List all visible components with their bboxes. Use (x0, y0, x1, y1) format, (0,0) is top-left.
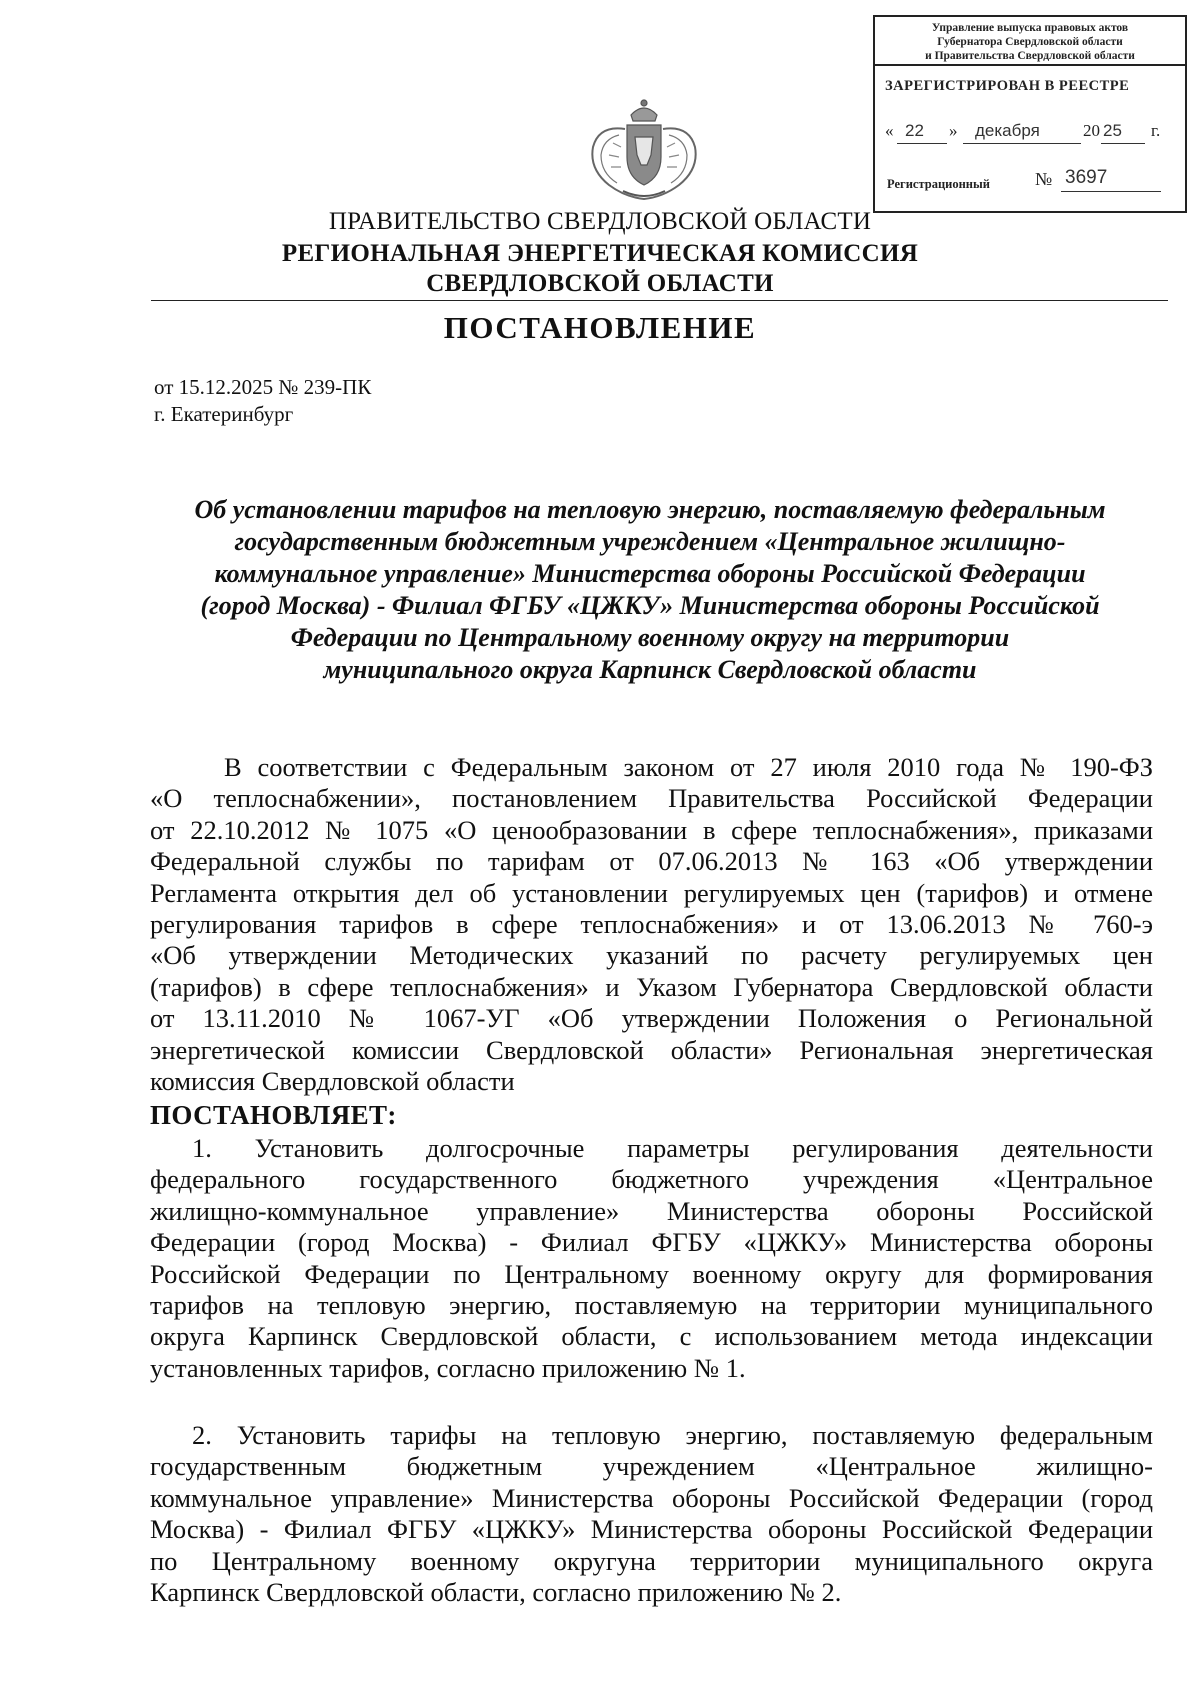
title-line: Об установлении тарифов на тепловую энергию, поставляемую федеральным (194, 495, 1106, 524)
government-title: ПРАВИТЕЛЬСТВО СВЕРДЛОВСКОЙ ОБЛАСТИ (328, 208, 872, 235)
stamp-date-month: декабря (975, 121, 1040, 140)
document-title (150, 494, 1150, 686)
header-divider (151, 300, 1168, 301)
text-line: установленных тарифов, согласно приложению № 1. (150, 1352, 746, 1383)
text-line: Москва) - Филиал ФГБУ «ЦЖКУ» Министерства обороны Российской Федерации (150, 1514, 1153, 1545)
text-line: 2. Установить тарифы на тепловую энергию, поставляемую федеральным (192, 1420, 1153, 1450)
text-line: округа Карпинск Свердловской области, с использованием метода индексации (150, 1321, 1153, 1352)
text-line: 1. Установить долгосрочные параметры регулирования деятельности (192, 1133, 1153, 1163)
text-line: коммунальное управление» Министерства обороны Российской Федерации (город (150, 1482, 1153, 1513)
item-2-paragraph (150, 1420, 1153, 1608)
stamp-reg-number: 3697 (1065, 167, 1108, 188)
text-line: Федерации (город Москва) - Филиал ФГБУ «ЦЖКУ» Министерства обороны (150, 1227, 1153, 1258)
title-line: коммунальное управление» Министерства обороны Российской Федерации (214, 559, 1086, 588)
stamp-date-year-prefix: 20 (1083, 121, 1100, 140)
text-line: В соответствии с Федеральным законом от 27 июля 2010 года № 190-ФЗ (224, 752, 1153, 782)
title-line: муниципального округа Карпинск Свердловской области (323, 655, 977, 684)
text-line: энергетической комиссии Свердловской области» Региональная энергетическая (150, 1034, 1153, 1065)
text-line: регулирования тарифов в сфере теплоснабжения» и от 13.06.2013 № 760-э (150, 908, 1153, 939)
stamp-date-year-suffix: 25 (1103, 121, 1122, 140)
stamp-date (885, 121, 1181, 147)
document-city: г. Екатеринбург (154, 402, 294, 426)
stamp-day-underline (897, 143, 947, 144)
text-line: Карпинск Свердловской области, согласно приложению № 2. (150, 1576, 842, 1607)
text-line: комиссия Свердловской области (150, 1065, 515, 1096)
stamp-header (875, 17, 1185, 66)
text-line: от 22.10.2012 № 1075 «О ценообразовании в сфере теплоснабжения», приказами (150, 814, 1153, 845)
commission-title-line2: СВЕРДЛОВСКОЙ ОБЛАСТИ (426, 270, 774, 297)
stamp-header-line: Управление выпуска правовых актов (931, 22, 1129, 34)
stamp-header-line: Губернатора Свердловской области (937, 36, 1123, 48)
title-line: государственным бюджетным учреждением «Центральное жилищно- (234, 527, 1066, 556)
text-line: Российской Федерации по Центральному военному округу для формирования (150, 1258, 1153, 1289)
stamp-reg-label: Регистрационный (887, 177, 990, 191)
stamp-date-year-unit: г. (1151, 121, 1161, 140)
text-line: федерального государственного бюджетного учреждения «Центральное (150, 1164, 1153, 1195)
registration-stamp (873, 15, 1187, 213)
stamp-year-underline (1101, 143, 1145, 144)
resolves-heading: ПОСТАНОВЛЯЕТ: (150, 1100, 397, 1130)
stamp-number-underline (1061, 191, 1161, 192)
text-line: Федеральной службы по тарифам от 07.06.2013 № 163 «Об утверждении (150, 846, 1153, 877)
commission-title-line1: РЕГИОНАЛЬНАЯ ЭНЕРГЕТИЧЕСКАЯ КОМИССИЯ (281, 240, 919, 267)
stamp-date-open-quote: « (885, 121, 894, 140)
stamp-reg-sign: № (1035, 169, 1053, 189)
text-line: «Об утверждении Методических указаний по расчету регулируемых цен (150, 940, 1153, 971)
text-line: «О теплоснабжении», постановлением Правительства Российской Федерации (150, 783, 1153, 814)
document-type: ПОСТАНОВЛЕНИЕ (443, 310, 757, 345)
preamble-paragraph (150, 752, 1153, 1097)
stamp-registered-label: ЗАРЕГИСТРИРОВАН В РЕЕСТРЕ (885, 78, 1130, 94)
stamp-month-underline (963, 143, 1081, 144)
title-line: (город Москва) - Филиал ФГБУ «ЦЖКУ» Министерства обороны Российской (200, 591, 1100, 620)
text-line: по Центральному военному округуна территории муниципального округа (150, 1545, 1153, 1576)
item-1-paragraph (150, 1133, 1153, 1384)
text-line: тарифов на тепловую энергию, поставляемую на территории муниципального (150, 1289, 1153, 1320)
stamp-header-line: и Правительства Свердловской области (925, 50, 1135, 62)
text-line: (тарифов) в сфере теплоснабжения» и Указом Губернатора Свердловской области (150, 971, 1153, 1002)
stamp-date-day: 22 (905, 121, 924, 140)
text-line: жилищно-коммунальное управление» Министерства обороны Российской (150, 1195, 1153, 1226)
text-line: государственным бюджетным учреждением «Центральное жилищно- (150, 1451, 1153, 1482)
stamp-date-close-quote: » (949, 121, 958, 140)
text-line: Регламента открытия дел об установлении регулируемых цен (тарифов) и отмене (150, 877, 1153, 908)
text-line: от 13.11.2010 № 1067-УГ «Об утверждении Положения о Региональной (150, 1003, 1153, 1034)
coat-of-arms-icon (585, 95, 703, 205)
title-line: Федерации по Центральному военному округу на территории (290, 623, 1010, 652)
document-date-number: от 15.12.2025 № 239-ПК (154, 375, 372, 399)
